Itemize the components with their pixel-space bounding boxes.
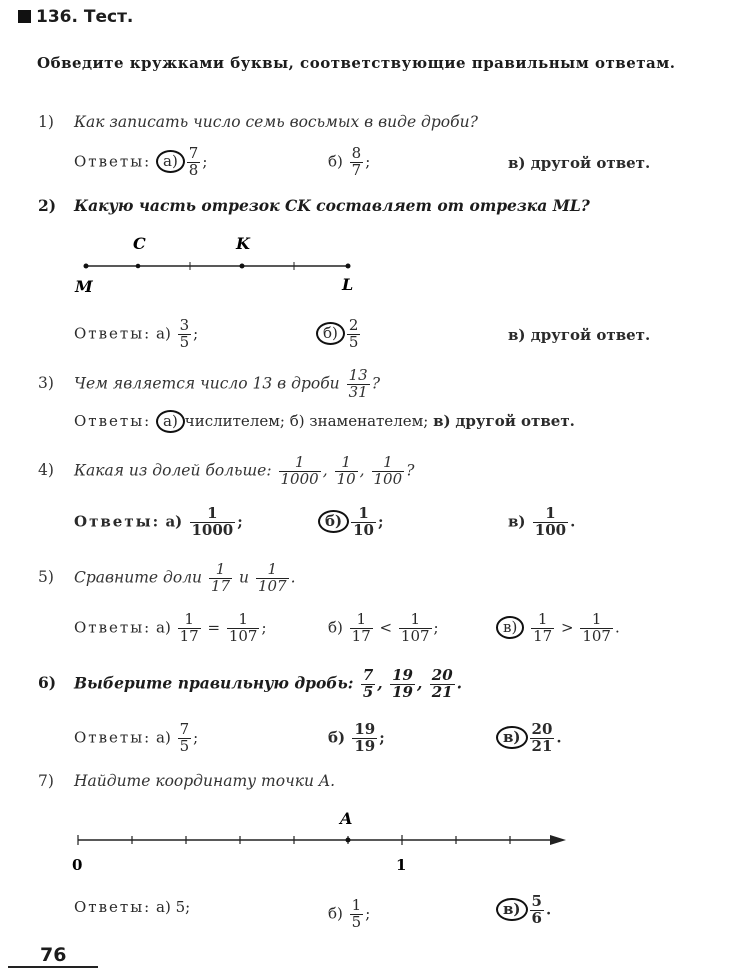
label-A: A (340, 809, 353, 828)
question-5: 5) Сравните доли $\frac{1}{17}$ и $\frac{1}{107}$ . (38, 560, 296, 595)
fraction: $\frac{13}{31}$ (348, 366, 368, 401)
question-3: 3) Чем является число 13 в дроби $\frac{13}{31}$ ? (38, 366, 380, 401)
question-4: 4) Какая из долей больше: $\frac{1}{1000}$ , $\frac{1}{10}$ , $\frac{1}{100}$ ? (38, 453, 415, 488)
answer-6c[interactable]: в) $\frac{20}{21}$ . (496, 722, 562, 755)
answer-6a[interactable]: а) (156, 728, 171, 747)
fraction: $\frac{7}{5}$ (362, 666, 374, 701)
point-M (84, 264, 89, 269)
fraction: $\frac{7}{8}$ (188, 144, 199, 179)
answers-1: Ответы: а) $\frac{7}{8}$ ; (74, 144, 208, 179)
point-K (240, 264, 245, 269)
instruction: Обведите кружками буквы, соответствующие правильным ответам. (37, 54, 676, 72)
answers-3: Ответы: а) числителем; б) знаменателем; в) другой ответ. (74, 410, 575, 433)
answer-circle-marker[interactable]: б) (316, 322, 345, 345)
point-L (346, 264, 351, 269)
fraction: $\frac{1}{1000}$ (191, 504, 234, 539)
question-1 (38, 113, 478, 131)
question-6: 6) Выберите правильную дробь: $\frac{7}{5}$ , $\frac{19}{19}$ , $\frac{20}{21}$ . (38, 666, 463, 701)
answer-1b[interactable]: б) $\frac{8}{7}$ ; (328, 144, 371, 179)
question-text: Как записать число семь восьмых в виде дроби? (74, 113, 478, 131)
answer-circle-marker[interactable]: в) (496, 898, 528, 921)
answer-circle-marker[interactable]: в) (496, 726, 528, 749)
answers-6: Ответы: а) $\frac{7}{5}$ ; (74, 720, 199, 755)
fraction: $\frac{8}{7}$ (351, 144, 362, 179)
fraction: $\frac{1}{100}$ (534, 504, 567, 539)
label-zero: 0 (72, 856, 83, 874)
answers-5: Ответы: а) $\frac{1}{17}$ = $\frac{1}{107}$ ; (74, 610, 267, 645)
answer-circle-marker[interactable]: а) (156, 150, 185, 173)
answer-5c[interactable]: в) $\frac{1}{17}$ > $\frac{1}{107}$ . (496, 612, 620, 645)
exercise-number: 136. (36, 7, 78, 27)
segment-diagram (70, 232, 370, 302)
answer-4c[interactable]: в) $\frac{1}{100}$ . (508, 504, 576, 539)
label-L: L (342, 275, 354, 294)
answer-circle-marker[interactable]: б) (318, 510, 349, 533)
question-7: 7) Найдите координату точки A. (38, 772, 336, 790)
page-number-underline (8, 966, 98, 968)
fraction: $\frac{1}{100}$ (373, 453, 403, 488)
label-K: K (236, 234, 250, 253)
page-number: 76 (40, 944, 67, 966)
answer-4b[interactable]: б) $\frac{1}{10}$ ; (318, 506, 384, 539)
answer-4a[interactable]: а) (165, 512, 183, 531)
answer-circle-marker[interactable]: а) (156, 410, 185, 433)
answer-7b[interactable]: б) $\frac{1}{5}$ ; (328, 896, 371, 931)
answer-2c[interactable]: в) другой ответ. (508, 326, 651, 344)
answers-7: Ответы: а) 5; (74, 898, 191, 916)
answer-3c[interactable]: в) (433, 412, 451, 430)
fraction: $\frac{1}{10}$ (353, 504, 374, 539)
answer-circle-marker[interactable]: в) (496, 616, 524, 639)
fraction: $\frac{20}{21}$ (431, 666, 453, 701)
fraction: $\frac{5}{6}$ (531, 892, 542, 927)
fraction: $\frac{1}{1000}$ (280, 453, 319, 488)
answer-5a[interactable]: а) (156, 618, 171, 637)
fraction: $\frac{19}{19}$ (354, 720, 376, 755)
label-C: C (133, 234, 146, 253)
answers-4: Ответы: а) $\frac{1}{1000}$ ; (74, 504, 243, 539)
answer-2b[interactable] (316, 318, 362, 351)
answer-1c[interactable]: в) другой ответ. (508, 154, 651, 172)
answer-3b[interactable]: б) (289, 412, 305, 430)
answers-label: Ответы: (74, 152, 152, 171)
fraction: $\frac{1}{107}$ (257, 560, 287, 595)
fraction: $\frac{19}{19}$ (392, 666, 413, 701)
fraction: $\frac{1}{5}$ (351, 896, 362, 931)
answer-7c[interactable]: в) $\frac{5}{6}$ . (496, 894, 551, 927)
answer-7a[interactable]: а) (156, 898, 171, 916)
square-bullet-icon (18, 10, 31, 23)
arrow-right-icon (550, 835, 566, 845)
fraction: $\frac{20}{21}$ (531, 720, 553, 755)
question-2: 2) Какую часть отрезок CK составляет от отрезка ML? (38, 196, 590, 215)
exercise-header (18, 7, 133, 27)
point-C (136, 264, 141, 269)
answers-2: Ответы: а) $\frac{3}{5}$ ; (74, 316, 199, 351)
point-A (346, 838, 351, 843)
fraction: $\frac{7}{5}$ (179, 720, 190, 755)
fraction: $\frac{3}{5}$ (179, 316, 190, 351)
fraction: $\frac{1}{17}$ (210, 560, 231, 595)
exercise-title: Тест. (83, 7, 134, 27)
number-line-diagram (66, 806, 576, 878)
answer-2a[interactable]: а) (156, 324, 171, 343)
fraction: $\frac{1}{10}$ (336, 453, 356, 488)
question-number: 1) (38, 113, 54, 131)
answer-6b[interactable]: б) $\frac{19}{19}$ ; (328, 720, 385, 755)
label-M: M (75, 277, 93, 296)
fraction: $\frac{2}{5}$ (348, 316, 359, 351)
answer-3a[interactable]: числителем; (184, 412, 285, 430)
answer-5b[interactable]: б) $\frac{1}{17}$ < $\frac{1}{107}$ ; (328, 610, 439, 645)
label-one: 1 (396, 856, 407, 874)
